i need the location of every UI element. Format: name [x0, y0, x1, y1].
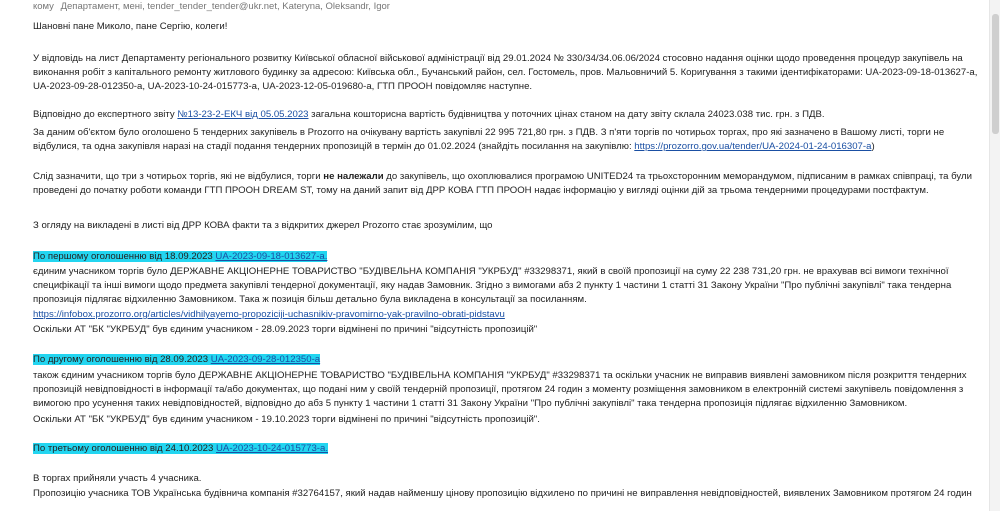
section-third-participants: В торгах прийняли участь 4 учасника.	[33, 473, 202, 484]
highlight-text	[33, 443, 328, 454]
tender-link-third[interactable]: UA-2023-10-24-015773-a.	[216, 443, 329, 454]
prozorro-tender-link[interactable]: https://prozorro.gov.ua/tender/UA-2024-01-24-016307-a	[634, 141, 872, 152]
text: Відповідно до експертного звіту	[33, 109, 178, 120]
greeting: Шановні пане Миколо, пане Сергію, колеги!	[33, 21, 228, 32]
paragraph-note	[33, 170, 985, 198]
section-second-heading	[33, 353, 985, 367]
scrollbar-thumb[interactable]	[992, 14, 999, 134]
bold-text: не належали	[323, 171, 384, 182]
text: По другому оголошенню від 28.09.2023	[33, 354, 211, 365]
vertical-scrollbar[interactable]	[989, 0, 1000, 511]
section-first-heading	[33, 250, 985, 264]
section-first-link-line	[33, 308, 985, 322]
expert-report-link[interactable]: №13-23-2-ЕКЧ від 05.05.2023	[177, 109, 309, 120]
tender-link-first[interactable]: UA-2023-09-18-013627-a.	[215, 251, 328, 262]
section-third-body: Пропозицію учасника ТОВ Українська будівнича компанія #32764157, який надав найменшу цінову пропозицію відхилено по причині не виправлення невідповідностей, виявлених Замовником протягом 24 годин	[33, 488, 972, 499]
text: до закупівель, що охоплювалися програмою UNITED24 та трьохсторонним меморандумом, підписаним в рамках співпраці, та були проведені до початку роботи команди ГТП ПРООН DREAM ST, тому на даний запит від ДРР КОВА ГТП ПРООН надає інформацію у вигляді оцінки дій за трьома тендерними процедурами постфактум.	[33, 171, 972, 196]
section-second-end: Оскільки АТ "БК "УКРБУД" був єдиним учасником - 19.10.2023 торги відмінені по причині "відсутність пропозицій".	[33, 414, 540, 425]
section-second-body: також єдиним учасником торгів було ДЕРЖАВНЕ АКЦІОНЕРНЕ ТОВАРИСТВО "БУДІВЕЛЬНА КОМПАНІЯ "УКРБУД" #33298371 та оскільки учасник не виправив виявлені замовником після розкриття тендерних пропозицій невідповідності в інформації та/або документах, що подані ним у своїй тендерній пропозиції, протягом 24 годин з моменту розміщення замовником в електронній системі закупівель повідомлення з вимогою про усунення таких невідповідностей, відповідно до абз 5 пункту 1 частини 1 статті 31 Закону України "Про публічні закупівлі" така тендерна пропозиція підлягає відхиленню Замовником.	[33, 370, 967, 409]
text: По першому оголошенню від 18.09.2023	[33, 251, 216, 262]
infobox-link[interactable]: https://infobox.prozorro.org/articles/vidhilyayemo-propoziciji-uchasnikiv-pravomirno-yak-pravilno-obrati-pidstavu	[33, 309, 505, 320]
tender-link-second[interactable]: UA-2023-09-28-012350-a	[210, 354, 321, 365]
recipients-line[interactable]	[0, 0, 1000, 14]
paragraph-tenders	[33, 126, 985, 154]
paragraph-facts: З огляду на викладені в листі від ДРР КОВА факти та з відкритих джерел Prozorro стає зрозумілим, що	[33, 220, 493, 231]
text: За даним об'єктом було оголошено 5 тендерних закупівель в Prozorro на очікувану вартість закупівлі 22 995 721,80 грн. з ПДВ. З п'яти торгів по чотирьох торгах, про які зазначено в Вашому листі, торги не відбулися, та одна закупівля наразі на стадії подання тендерних пропозицій в термін до 01.02.2024 (знайдіть посилання на закупівлю:	[33, 127, 945, 152]
highlight-text	[33, 251, 327, 262]
section-third-heading	[33, 442, 985, 456]
highlight-text	[33, 354, 320, 365]
text: Слід зазначити, що три з чотирьох торгів, які не відбулися, торги	[33, 171, 324, 182]
recipients-prefix: кому	[33, 1, 54, 12]
paragraph-response: У відповідь на лист Департаменту регіонального розвитку Київської обласної військової адміністрації від 29.01.2024 № 330/34/34.06.06/2024 стосовно надання оцінки щодо проведення процедур закупівель на виконання робіт з капітального ремонту житлового будинку за адресою: Київська обл., Бучанський район, сел. Гостомель, пров. Мальовничий 5. Коригування з такими ідентифікаторами: UA-2023-09-18-013627-a, UA-2023-09-28-012350-a, UA-2023-10-24-015773-a, UA-2023-12-05-019680-a, ГТП ПРООН повідомляє наступне.	[33, 53, 978, 92]
text: По третьому оголошенню від 24.10.2023	[33, 443, 216, 454]
recipients-list: Департамент, мені, tender_tender_tender@ukr.net, Kateryna, Oleksandr, Igor	[60, 1, 390, 12]
text: загальна кошторисна вартість будівництва у поточних цінах станом на дату звіту склала 24023.038 тис. грн. з ПДВ.	[308, 109, 825, 120]
paragraph-expert-report	[33, 108, 985, 122]
text: )	[871, 141, 875, 152]
section-first-body: єдиним учасником торгів було ДЕРЖАВНЕ АКЦІОНЕРНЕ ТОВАРИСТВО "БУДІВЕЛЬНА КОМПАНІЯ "УКРБУД" #33298371, який в своїй пропозиції на суму 22 238 731,20 грн. не врахував всі вимоги технічної специфікації та інші вимоги щодо предмета закупівлі тендерної документації, яку надав Замовник. Згідно з вимогами абз 2 пункту 1 частини 1 статті 31 Закону України "Про публічні закупівлі" така тендерна пропозиція підлягає відхиленню Замовником. Така ж позиція більш детально була викладена в консультації за посиланням.	[33, 266, 952, 305]
section-first-end: Оскільки АТ "БК "УКРБУД" був єдиним учасником - 28.09.2023 торги відмінені по причині "відсутність пропозицій"	[33, 324, 538, 335]
